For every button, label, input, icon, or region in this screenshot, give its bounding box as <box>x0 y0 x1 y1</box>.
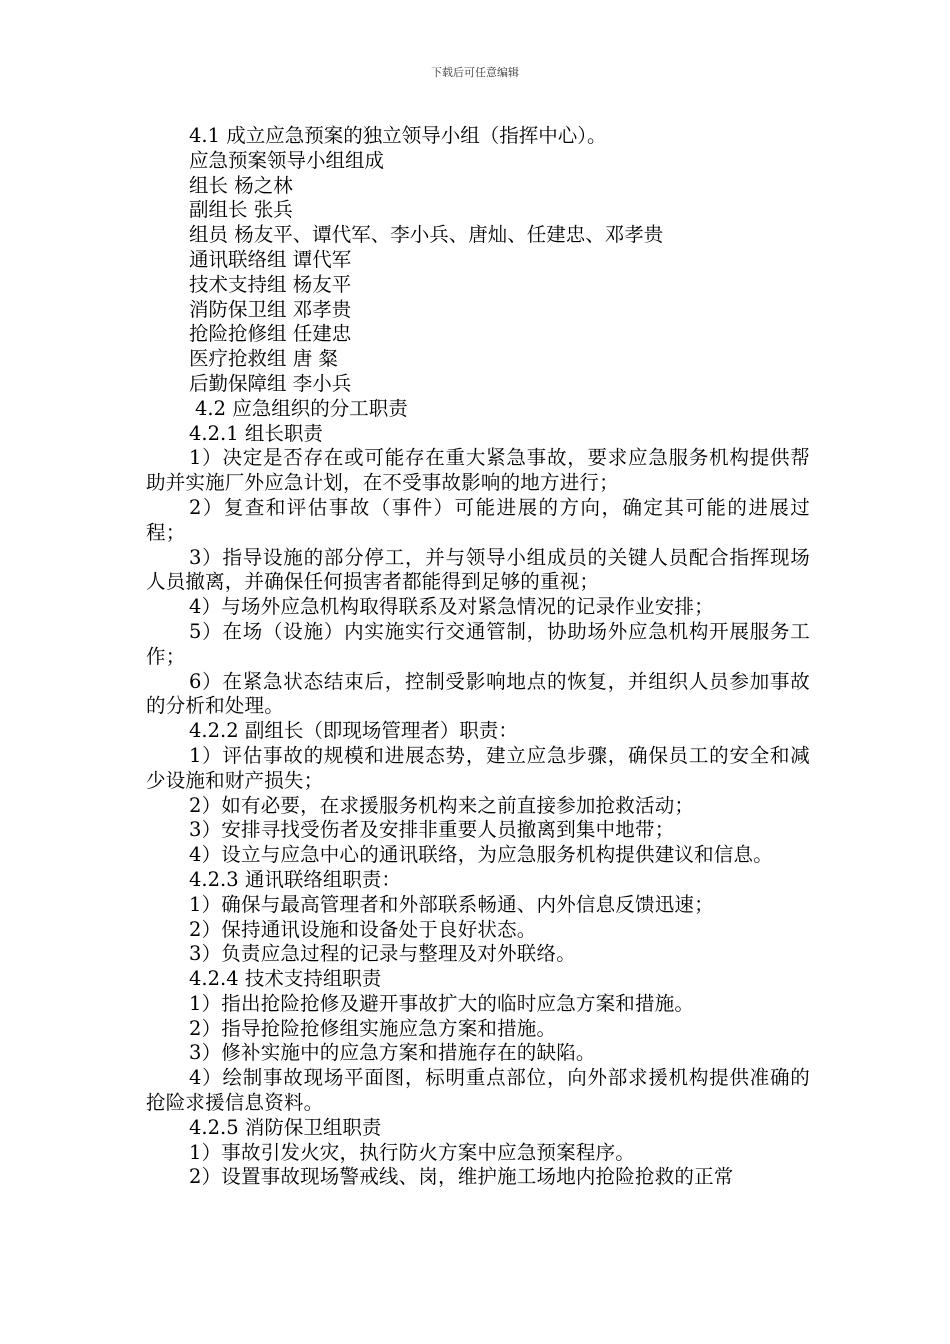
member-medical: 医疗抢救组 唐 粲 <box>189 347 338 371</box>
section-4-2-heading: 4.2 应急组织的分工职责 <box>195 396 408 420</box>
section-4-2-1-heading: 4.2.1 组长职责 <box>189 421 323 445</box>
comms-duty-3: 3）负责应急过程的记录与整理及对外联络。 <box>189 942 576 966</box>
leader-duty-4: 4）与场外应急机构取得联系及对紧急情况的记录作业安排； <box>189 595 714 619</box>
leader-duty-2: 2）复查和评估事故（事件）可能进展的方向，确定其可能的进展过程； <box>146 495 810 544</box>
leader-duty-3: 3）指导设施的部分停工，并与领导小组成员的关键人员配合指挥现场人员撤离，并确保任何损害者都能得到足够的重视； <box>146 545 810 594</box>
member-staff: 组员 杨友平、谭代军、李小兵、唐灿、任建忠、邓孝贵 <box>189 223 664 247</box>
tech-duty-4: 4）绘制事故现场平面图，标明重点部位，向外部求援机构提供准确的抢险求援信息资料。 <box>146 1066 810 1115</box>
document-body <box>146 124 810 1190</box>
section-4-2-2-heading: 4.2.2 副组长（即现场管理者）职责： <box>189 719 518 743</box>
tech-duty-3: 3）修补实施中的应急方案和措施存在的缺陷。 <box>189 1041 596 1065</box>
member-comms: 通讯联络组 谭代军 <box>189 247 352 271</box>
member-rescue: 抢险抢修组 任建忠 <box>189 322 352 346</box>
leader-duty-6: 6）在紧急状态结束后，控制受影响地点的恢复，并组织人员参加事故的分析和处理。 <box>146 669 810 718</box>
fire-duty-1: 1）事故引发火灾，执行防火方案中应急预案程序。 <box>189 1140 636 1164</box>
section-4-2-5-heading: 4.2.5 消防保卫组职责 <box>189 1115 382 1139</box>
section-4-2-3-heading: 4.2.3 通讯联络组职责： <box>189 867 401 891</box>
comms-duty-2: 2）保持通讯设施和设备处于良好状态。 <box>189 917 537 941</box>
deputy-duty-2: 2）如有必要，在求援服务机构来之前直接参加抢救活动； <box>189 793 695 817</box>
tech-duty-1: 1）指出抢险抢修及避开事故扩大的临时应急方案和措施。 <box>189 991 695 1015</box>
comms-duty-1: 1）确保与最高管理者和外部联系畅通、内外信息反馈迅速； <box>189 892 714 916</box>
leader-duty-1: 1）决定是否存在或可能存在重大紧急事故，要求应急服务机构提供帮助并实施厂外应急计划，在不受事故影响的地方进行； <box>146 446 810 495</box>
fire-duty-2: 2）设置事故现场警戒线、岗，维护施工场地内抢险抢救的正常 <box>189 1165 734 1189</box>
leader-duty-5: 5）在场（设施）内实施实行交通管制，协助场外应急机构开展服务工作； <box>146 619 810 668</box>
tech-duty-2: 2）指导抢险抢修组实施应急方案和措施。 <box>189 1016 557 1040</box>
section-4-1-subheading: 应急预案领导小组组成 <box>189 148 385 172</box>
member-deputy: 副组长 张兵 <box>189 198 293 222</box>
deputy-duty-1: 1）评估事故的规模和进展态势，建立应急步骤，确保员工的安全和减少设施和财产损失； <box>146 743 810 792</box>
deputy-duty-3: 3）安排寻找受伤者及安排非重要人员撤离到集中地带； <box>189 818 675 842</box>
member-leader: 组长 杨之林 <box>189 173 293 197</box>
member-fire: 消防保卫组 邓孝贵 <box>189 297 352 321</box>
member-tech: 技术支持组 杨友平 <box>189 272 352 296</box>
member-logistics: 后勤保障组 李小兵 <box>189 371 352 395</box>
section-4-1-heading: 4.1 成立应急预案的独立领导小组（指挥中心）。 <box>189 124 607 147</box>
page-header-note: 下载后可任意编辑 <box>431 66 519 79</box>
section-4-2-4-heading: 4.2.4 技术支持组职责 <box>189 967 382 991</box>
deputy-duty-4: 4）设立与应急中心的通讯联络，为应急服务机构提供建议和信息。 <box>189 843 773 867</box>
